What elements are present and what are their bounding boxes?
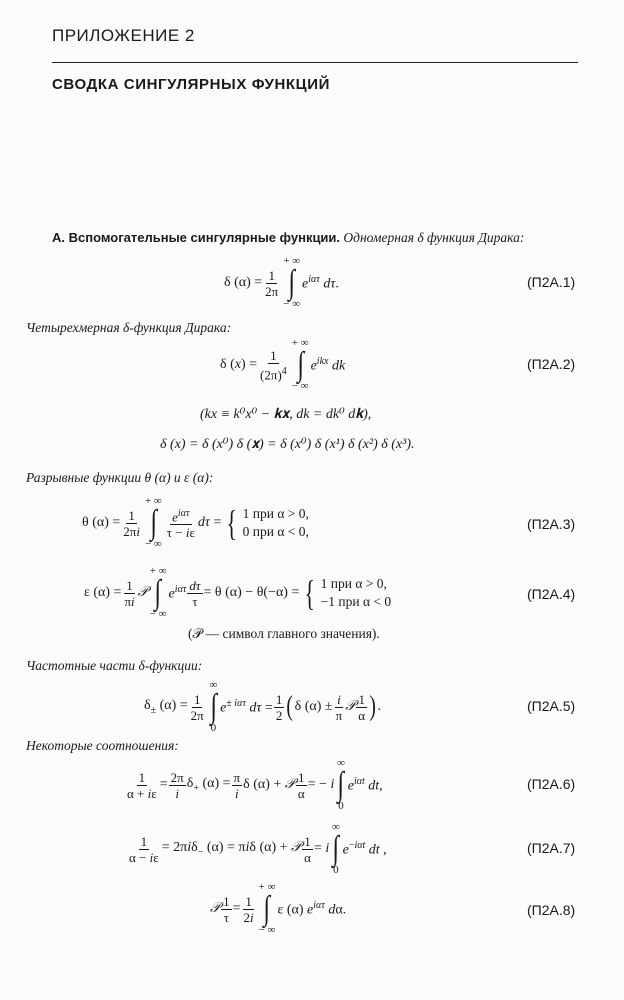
equation-p2a2: δ (x) = $\frac{1}{(2\pi)^4}$ + ∞ ∫ − ∞ $e^{ikx}$ dk <box>220 337 346 392</box>
equation-p2a7: $\frac{1}{\alpha - i\varepsilon}$ = 2πiδ$_-$ (α) = πiδ (α) + 𝒫 $\frac{1}{\alpha}$ = i ∞ ∫ 0 $e^{-i\alpha t}$ dt , <box>129 821 387 876</box>
appendix-heading: ПРИЛОЖЕНИЕ 2 <box>52 26 195 45</box>
equation-p2a5: $\delta_\pm$ (α) = $\frac{1}{2\pi}$ ∞ ∫ 0 $e^{\pm i\alpha\tau}$ dτ = $\frac{1}{2}$ ( δ (α) ± $\frac{i}{\pi}$ 𝒫 $\frac{1}{\alpha}$ ) . <box>144 679 381 734</box>
equation-p2a2-factorization: δ (x) = δ (x⁰) δ (𝐱) = δ (x⁰) δ (x¹) δ (x²) δ (x³). <box>160 437 415 452</box>
paragraph-a-italic: Одномерная δ функция Дирака: <box>343 230 525 245</box>
equation-p2a2-definitions: (kx ≡ k⁰x⁰ − 𝐤𝐱, dk = dk⁰ d𝐤), <box>200 407 372 422</box>
equation-number: (П2А.7) <box>527 840 576 856</box>
case-positive: 1 при α > 0, <box>320 576 387 591</box>
section-title: СВОДКА СИНГУЛЯРНЫХ ФУНКЦИЙ <box>52 76 330 93</box>
equation-number: (П2А.3) <box>527 516 576 532</box>
paragraph-a-bold: А. Вспомогательные сингулярные функции. <box>52 230 341 245</box>
paragraph-four-dim: Четырехмерная δ-функция Дирака: <box>26 320 232 335</box>
case-negative: −1 при α < 0 <box>320 594 392 609</box>
equation-number: (П2А.6) <box>527 776 576 792</box>
equation-number: (П2А.2) <box>527 356 576 372</box>
equation-number: (П2А.4) <box>527 586 576 602</box>
equation-number: (П2А.5) <box>527 698 576 714</box>
equation-p2a1: δ (α) = $\frac{1}{2\pi}$ + ∞ ∫ − ∞ $e^{i\alpha\tau}$ dτ. <box>224 255 339 310</box>
equation-number: (П2А.1) <box>527 274 576 290</box>
equation-p2a4: ε (α) = $\frac{1}{\pi i}$ 𝒫 + ∞ ∫ − ∞ $e^{i\alpha\tau}$ $\frac{d\tau}{\tau}$ = θ (α) − θ(−α) = { 1 при α > 0, −1 при α < 0 <box>84 565 392 620</box>
equation-p2a8: 𝒫 $\frac{1}{\tau}$ = $\frac{1}{2i}$ + ∞ ∫ − ∞ ε (α) $e^{i\alpha\tau}$ dα. <box>210 881 347 936</box>
header-rule <box>52 62 578 63</box>
equation-p2a3: θ (α) = $\frac{1}{2\pi i}$ + ∞ ∫ − ∞ $\frac{e^{i\alpha\tau}}{\tau - i\varepsilon}$ dτ = { 1 при α > 0, 0 при α < 0, <box>82 495 309 550</box>
paragraph-relations: Некоторые соотношения: <box>26 738 179 753</box>
equation-number: (П2А.8) <box>527 902 576 918</box>
paragraph-discontinuous: Разрывные функции θ (α) и ε (α): <box>26 470 214 485</box>
case-negative: 0 при α < 0, <box>242 524 309 539</box>
paragraph-a <box>52 230 524 246</box>
paragraph-frequency-parts: Частотные части δ-функции: <box>26 658 203 673</box>
case-positive: 1 при α > 0, <box>242 506 309 521</box>
equation-p2a6: $\frac{1}{\alpha + i\varepsilon}$ = $\frac{2\pi}{i}$ $\delta_+$ (α) = $\frac{\pi}{i}$ δ (α) + 𝒫 $\frac{1}{\alpha}$ = − i ∞ ∫ 0 $e^{i\alpha t}$ dt, <box>127 757 383 812</box>
principal-value-note: (𝒫 — символ главного значения). <box>188 626 380 641</box>
